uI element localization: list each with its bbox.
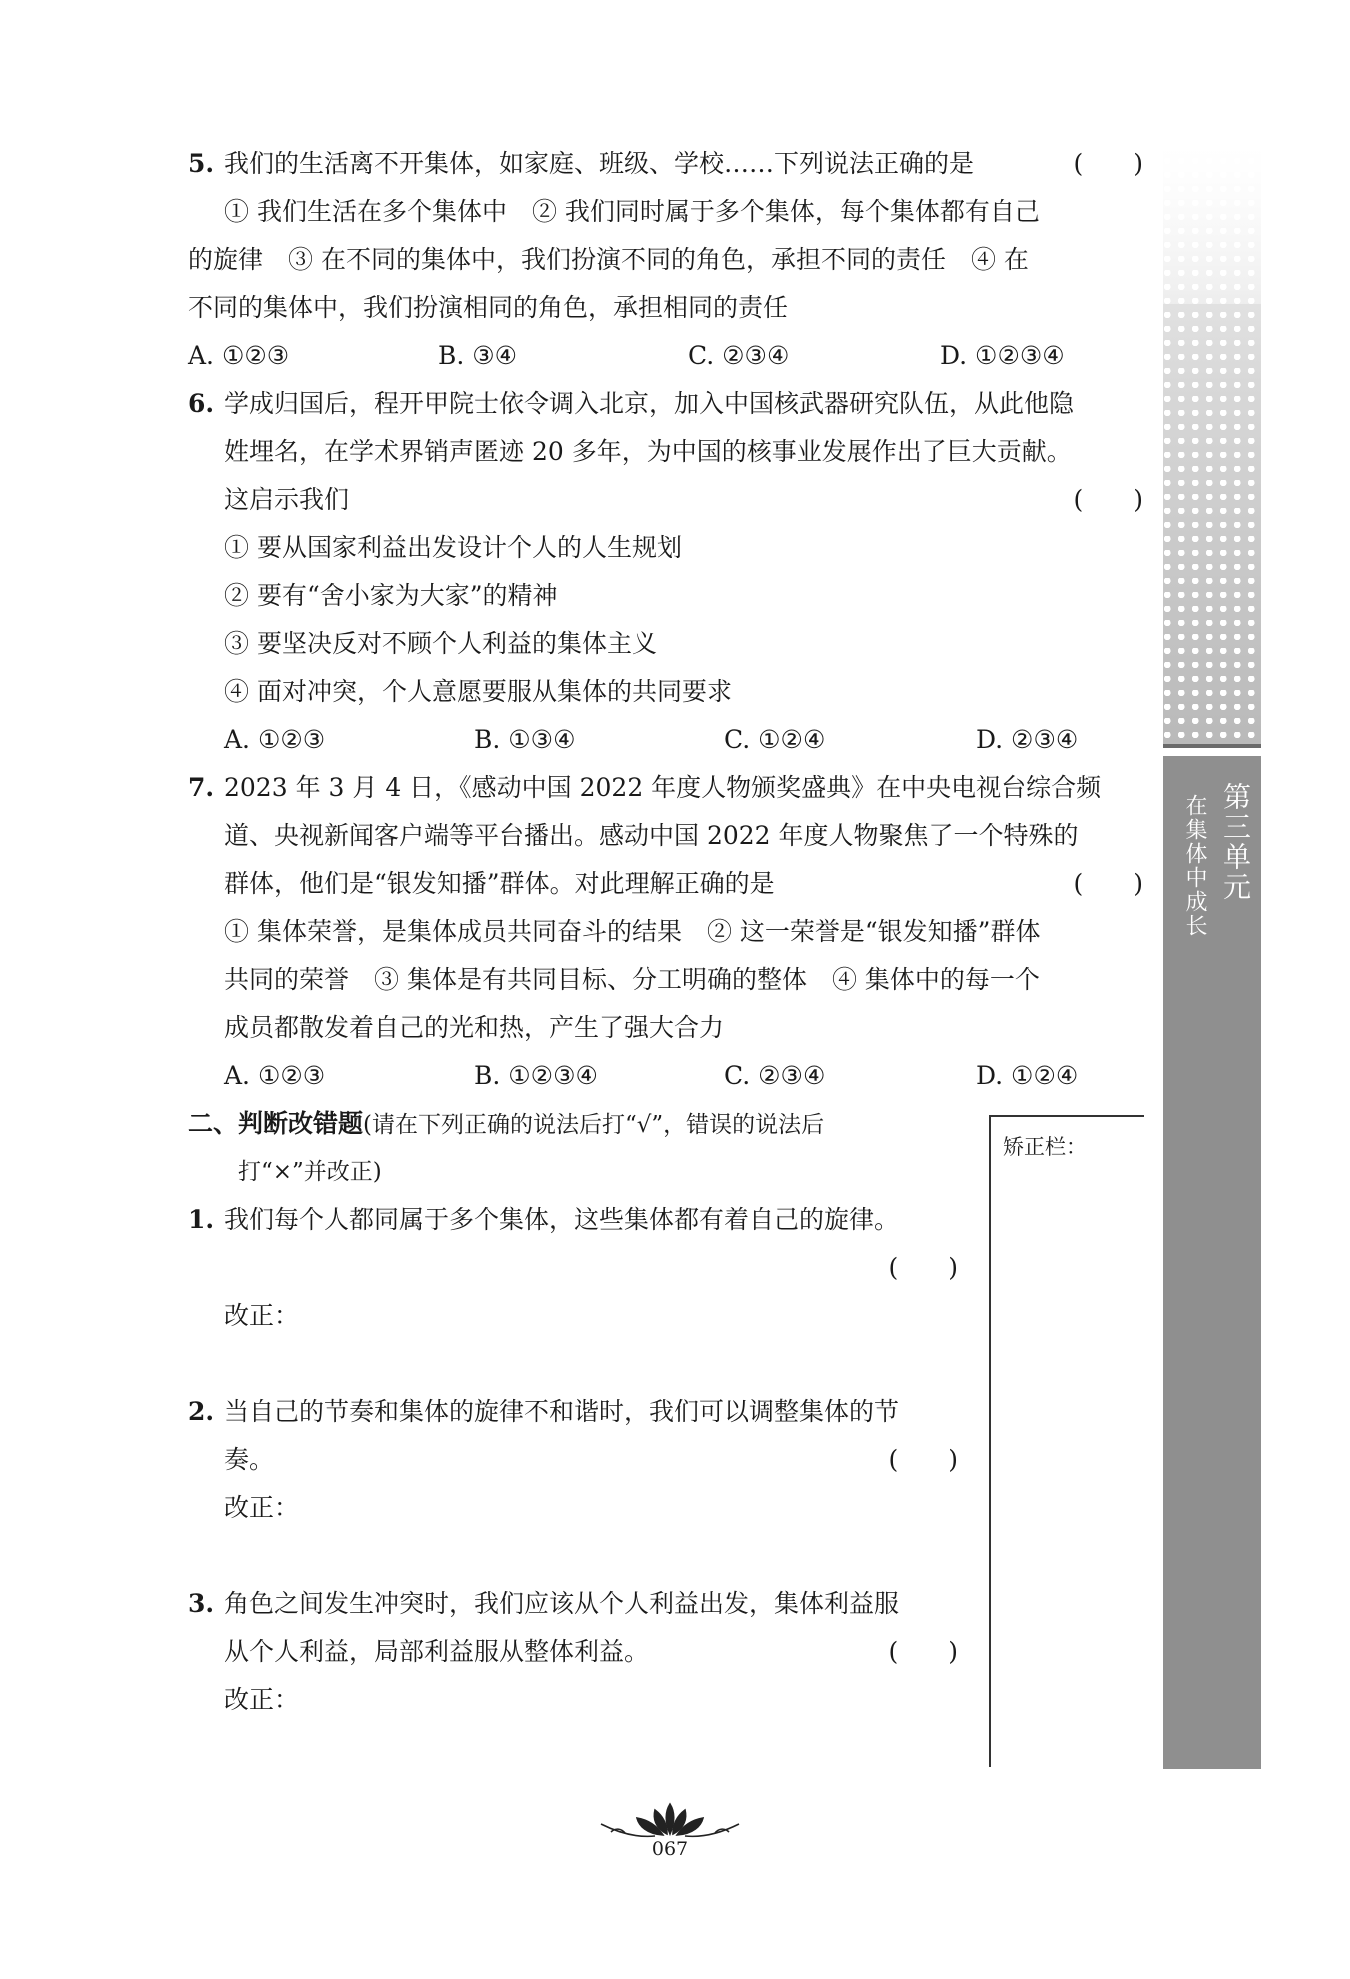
unit-label: 第三单元 [1219, 782, 1252, 902]
statement-item: ② 要有“舍小家为大家”的精神 [224, 581, 558, 610]
statement-item: ① 要从国家利益出发设计个人的人生规划 [224, 533, 682, 562]
floral-ornament-icon [595, 1800, 745, 1840]
statement-item: ③ 要坚决反对不顾个人利益的集体主义 [224, 629, 657, 658]
question-text: 我们的生活离不开集体，如家庭、班级、学校……下列说法正确的是 [224, 149, 975, 178]
question-text: ① 我们生活在多个集体中 ② 我们同时属于多个集体，每个集体都有自己 [224, 197, 1040, 226]
statement-item: 共同的荣誉 ③ 集体是有共同目标、分工明确的整体 ④ 集体中的每一个 [224, 965, 1040, 994]
correction-prompt[interactable]: 改正： [224, 1685, 300, 1714]
option-d[interactable]: D. ①②③④ [940, 341, 1065, 370]
statement-item: ① 集体荣誉，是集体成员共同奋斗的结果 ② 这一荣誉是“银发知播”群体 [224, 917, 1041, 946]
unit-sidebar [1163, 144, 1261, 1769]
option-a[interactable]: A. ①②③ [188, 341, 290, 370]
answer-options [188, 1052, 1143, 1100]
question-text: 道、央视新闻客户端等平台播出。感动中国 2022 年度人物聚焦了一个特殊的 [224, 821, 1079, 850]
question-text: 不同的集体中，我们扮演相同的角色，承担相同的责任 [188, 293, 789, 322]
option-c[interactable]: C. ②③④ [688, 341, 790, 370]
judge-statement: 当自己的节奏和集体的旋律不和谐时，我们可以调整集体的节 [224, 1397, 900, 1426]
question-number: 7. [188, 773, 215, 802]
section-title: 二、判断改错题 [188, 1109, 364, 1138]
section-heading [188, 1100, 958, 1148]
section-instructions-cont: 打“×”并改正) [238, 1159, 382, 1185]
judge-statement: 我们每个人都同属于多个集体，这些集体都有着自己的旋律。 [224, 1205, 900, 1234]
option-d[interactable]: D. ①②④ [976, 1061, 1079, 1090]
question-text: 群体，他们是“银发知播”群体。对此理解正确的是 [224, 869, 775, 898]
option-b[interactable]: B. ①②③④ [474, 1061, 598, 1090]
halftone-decoration [1163, 144, 1261, 744]
correction-prompt[interactable]: 改正： [224, 1301, 300, 1330]
option-a[interactable]: A. ①②③ [224, 1061, 326, 1090]
question-text: 姓埋名，在学术界销声匿迹 20 多年，为中国的核事业发展作出了巨大贡献。 [224, 437, 1072, 466]
question-text: 的旋律 ③ 在不同的集体中，我们扮演不同的角色，承担不同的责任 ④ 在 [188, 245, 1029, 274]
question-6 [188, 380, 1143, 764]
judge-answer-blank[interactable]: ( ) [888, 1253, 958, 1282]
question-text: 2023 年 3 月 4 日，《感动中国 2022 年度人物颁奖盛典》在中央电视台综合频 [224, 773, 1102, 802]
question-number: 5. [188, 149, 215, 178]
question-text: 学成归国后，程开甲院士依令调入北京，加入中国核武器研究队伍，从此他隐 [224, 389, 1075, 418]
question-7 [188, 764, 1143, 1100]
option-b[interactable]: B. ①③④ [474, 725, 576, 754]
answer-options [188, 332, 1143, 380]
page-footer [590, 1800, 750, 1860]
judge-answer-blank[interactable]: ( ) [888, 1637, 958, 1666]
judgement-section [188, 1100, 958, 1724]
question-text: 这启示我们 [224, 485, 350, 514]
option-c[interactable]: C. ①②④ [724, 725, 826, 754]
judge-statement: 奏。 [224, 1445, 275, 1474]
question-5 [188, 140, 1143, 380]
section-instructions: (请在下列正确的说法后打“√”，错误的说法后 [363, 1112, 825, 1138]
statement-item: 成员都散发着自己的光和热，产生了强大合力 [224, 1013, 725, 1042]
chapter-label: 在集体中成长 [1182, 794, 1207, 938]
sidebar-divider [1163, 744, 1261, 748]
question-number: 6. [188, 389, 215, 418]
judge-number: 3. [188, 1589, 215, 1618]
answer-blank[interactable]: ( ) [1073, 869, 1143, 898]
judge-number: 1. [188, 1205, 215, 1234]
option-c[interactable]: C. ②③④ [724, 1061, 826, 1090]
correction-label: 矫正栏： [1003, 1135, 1087, 1159]
judge-number: 2. [188, 1397, 215, 1426]
answer-blank[interactable]: ( ) [1073, 485, 1143, 514]
correction-column[interactable] [989, 1115, 1144, 1767]
judge-answer-blank[interactable]: ( ) [888, 1445, 958, 1474]
page-number: 067 [651, 1838, 689, 1860]
option-b[interactable]: B. ③④ [438, 341, 518, 370]
option-d[interactable]: D. ②③④ [976, 725, 1079, 754]
option-a[interactable]: A. ①②③ [224, 725, 326, 754]
judge-statement: 角色之间发生冲突时，我们应该从个人利益出发，集体利益服 [224, 1589, 900, 1618]
correction-prompt[interactable]: 改正： [224, 1493, 300, 1522]
statement-item: ④ 面对冲突，个人意愿要服从集体的共同要求 [224, 677, 732, 706]
answer-options [188, 716, 1143, 764]
judge-statement: 从个人利益，局部利益服从整体利益。 [224, 1637, 650, 1666]
answer-blank[interactable]: ( ) [1073, 149, 1143, 178]
